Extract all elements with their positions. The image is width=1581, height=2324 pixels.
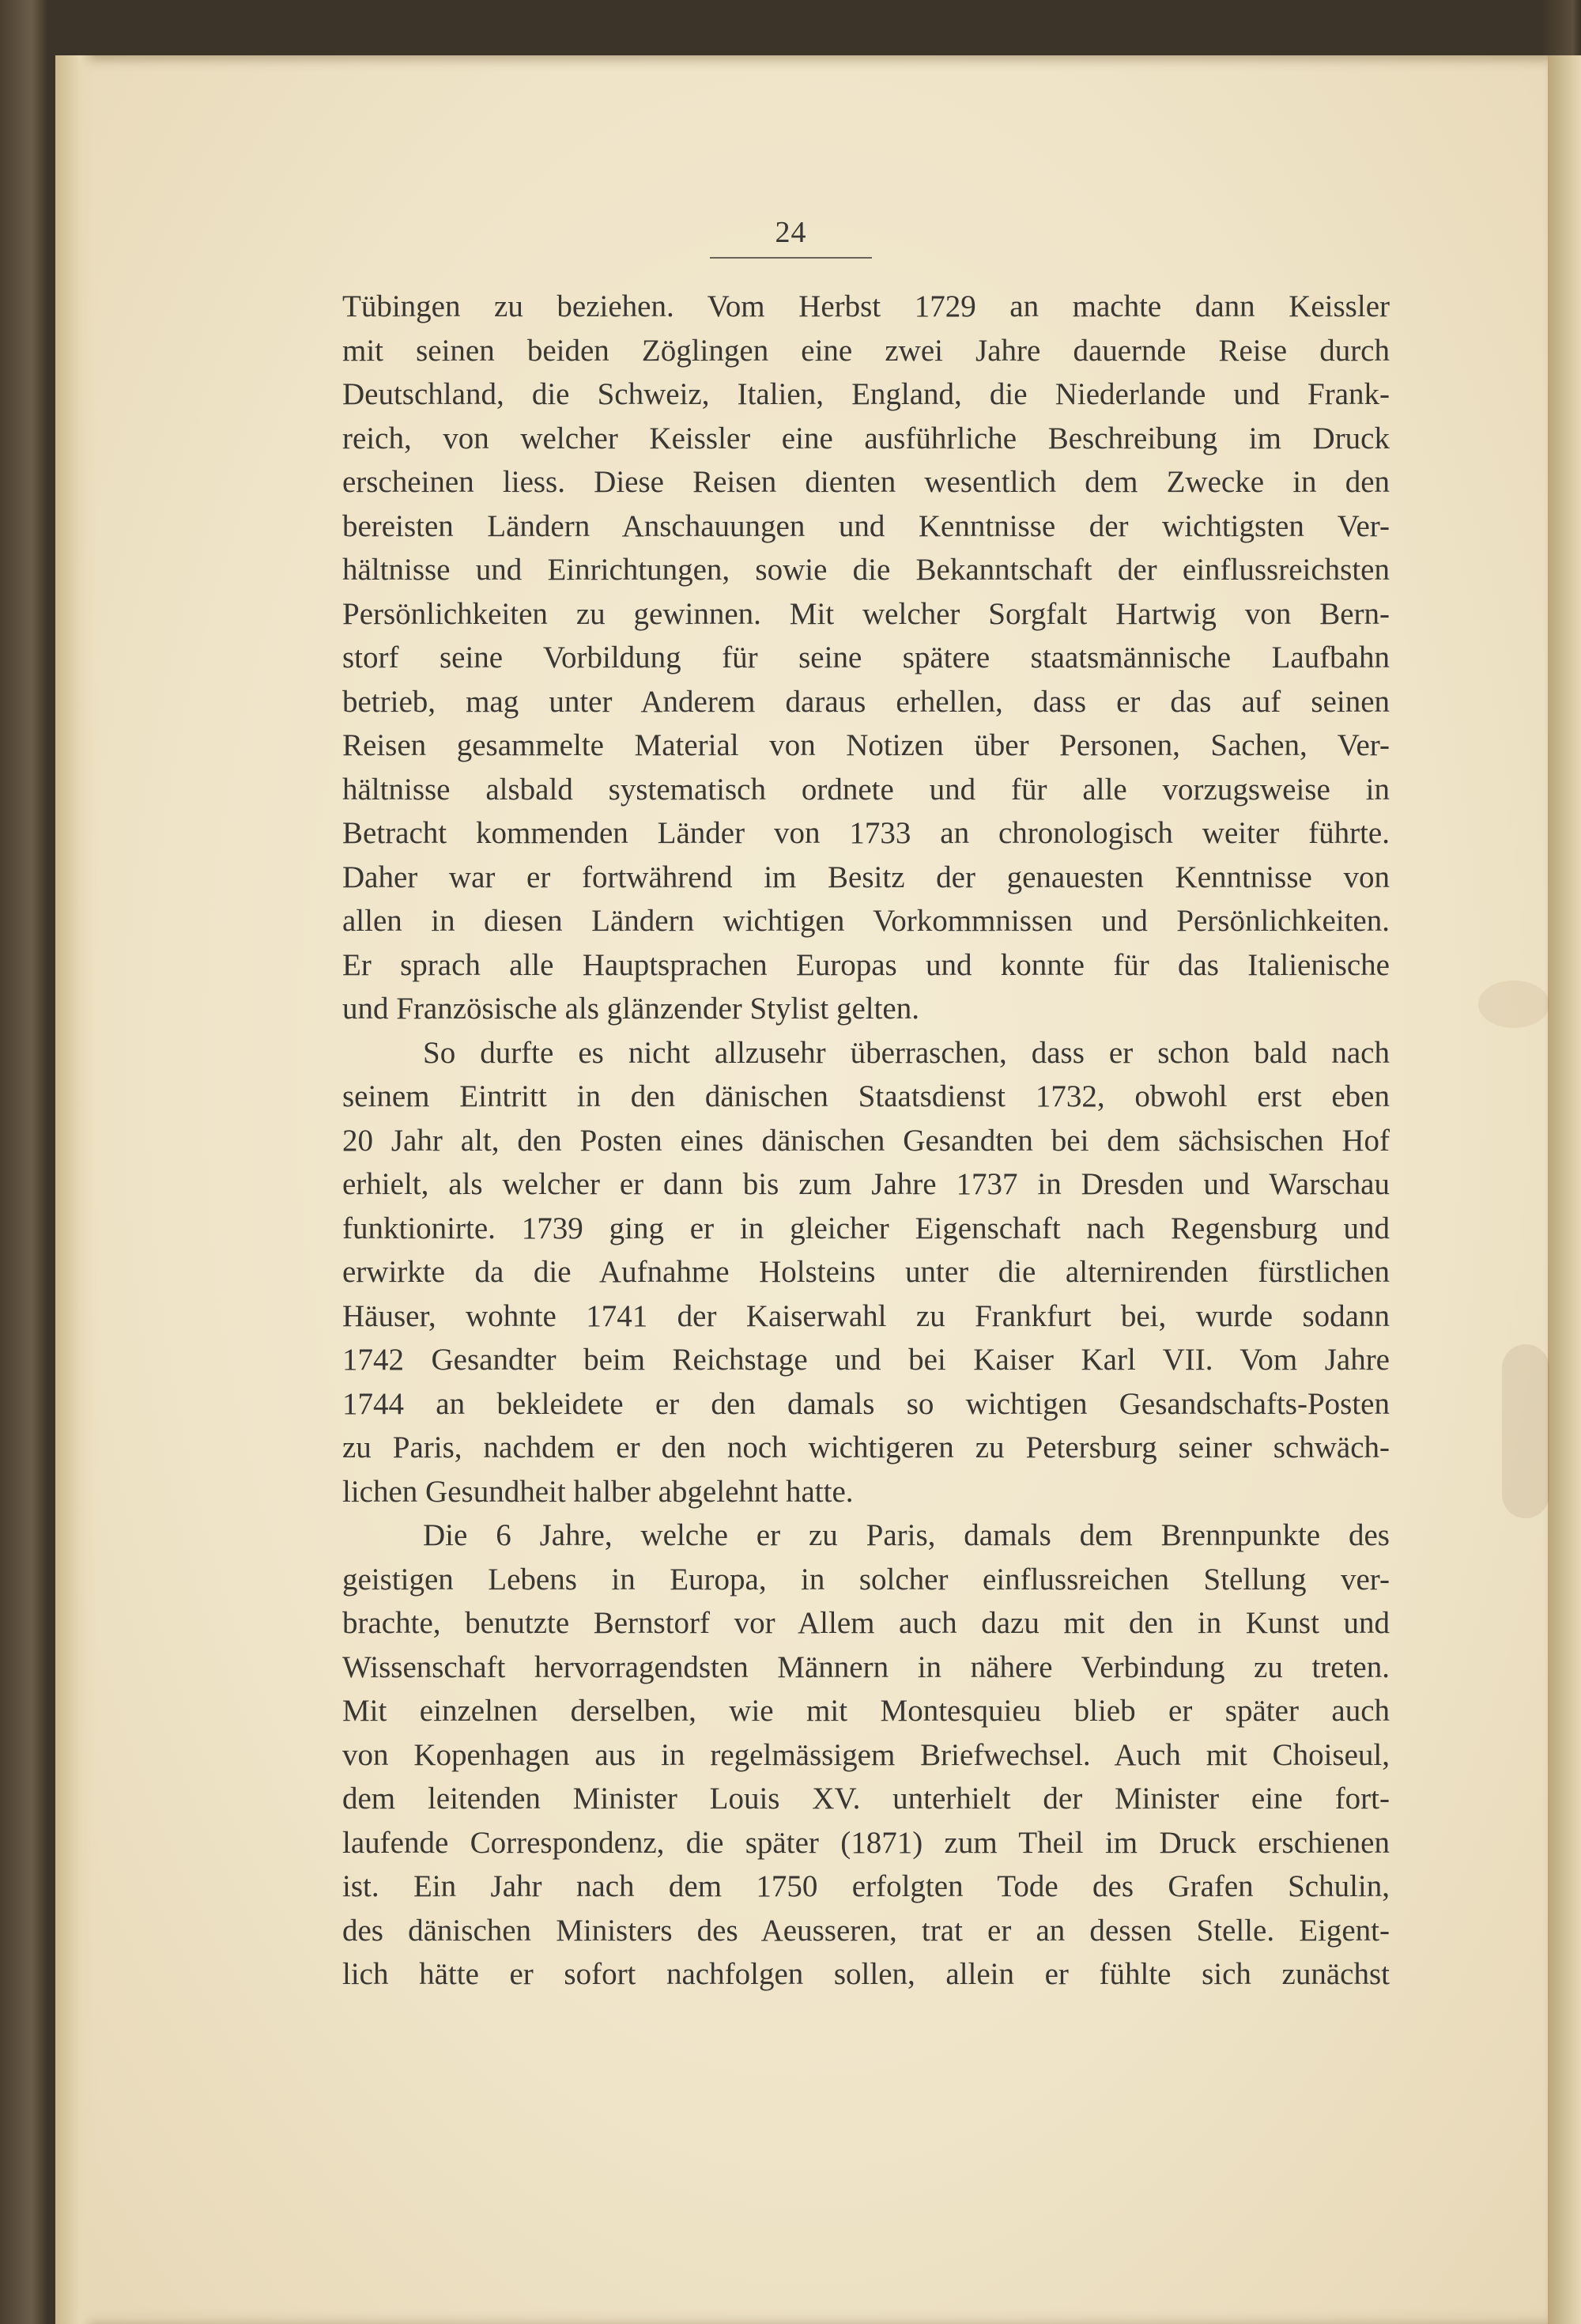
text-line: Betracht kommenden Länder von 1733 an chronologisch weiter führte.	[342, 816, 1390, 850]
text-line: Persönlichkeiten zu gewinnen. Mit welcher Sorgfalt Hartwig von Bern-	[342, 596, 1390, 631]
text-line: erscheinen liess. Diese Reisen dienten wesentlich dem Zwecke in den	[342, 465, 1390, 499]
text-line: 20 Jahr alt, den Posten eines dänischen Gesandten bei dem sächsischen Hof	[342, 1123, 1390, 1158]
text-line: laufende Correspondenz, die später (1871) zum Theil im Druck erschienen	[342, 1825, 1390, 1860]
text-line: hältnisse und Einrichtungen, sowie die Bekanntschaft der einflussreichsten	[342, 553, 1390, 587]
text-line: 1742 Gesandter beim Reichstage und bei Kaiser Karl VII. Vom Jahre	[342, 1343, 1390, 1377]
page-number: 24	[775, 216, 807, 249]
text-line: und Französische als glänzender Stylist gelten.	[342, 992, 919, 1026]
text-line: storf seine Vorbildung für seine spätere staatsmännische Laufbahn	[342, 641, 1390, 675]
text-line: hältnisse alsbald systematisch ordnete und für alle vorzugsweise in	[342, 772, 1390, 807]
page-number-rule	[710, 257, 872, 259]
text-line: betrieb, mag unter Anderem daraus erhellen, dass er das auf seinen	[342, 684, 1390, 719]
text-line: des dänischen Ministers des Aeusseren, trat er an dessen Stelle. Eigent-	[342, 1913, 1390, 1948]
page-gutter-shadow	[55, 55, 96, 2324]
text-line: zu Paris, nachdem er den noch wichtigeren zu Petersburg seiner schwäch-	[342, 1430, 1390, 1464]
text-line: allen in diesen Ländern wichtigen Vorkommnissen und Persönlichkeiten.	[342, 904, 1390, 938]
text-line: seinem Eintritt in den dänischen Staatsdienst 1732, obwohl erst eben	[342, 1079, 1390, 1113]
text-line: lich hätte er sofort nachfolgen sollen, allein er fühlte sich zunächst	[342, 1957, 1390, 1991]
text-line: erwirkte da die Aufnahme Holsteins unter die alternirenden fürstlichen	[342, 1255, 1390, 1289]
text-line: erhielt, als welcher er dann bis zum Jahre 1737 in Dresden und Warschau	[342, 1167, 1390, 1201]
text-line: bereisten Ländern Anschauungen und Kenntnisse der wichtigsten Ver-	[342, 508, 1390, 543]
text-line: Er sprach alle Hauptsprachen Europas und konnte für das Italienische	[342, 947, 1390, 982]
text-line: Die 6 Jahre, welche er zu Paris, damals dem Brennpunkte des	[423, 1518, 1390, 1552]
paper-stain	[1478, 981, 1549, 1028]
body-text	[342, 285, 1390, 1997]
facing-page-edge	[1548, 55, 1581, 2324]
text-line: Häuser, wohnte 1741 der Kaiserwahl zu Frankfurt bei, wurde sodann	[342, 1298, 1390, 1333]
text-line: von Kopenhagen aus in regelmässigem Briefwechsel. Auch mit Choiseul,	[342, 1737, 1390, 1772]
text-line: reich, von welcher Keissler eine ausführliche Beschreibung im Druck	[342, 421, 1390, 455]
text-line: dem leitenden Minister Louis XV. unterhielt der Minister eine fort-	[342, 1782, 1390, 1816]
text-line: funktionirte. 1739 ging er in gleicher Eigenschaft nach Regensburg und	[342, 1211, 1390, 1245]
text-line: ist. Ein Jahr nach dem 1750 erfolgten Tode des Grafen Schulin,	[342, 1869, 1390, 1903]
text-line: Deutschland, die Schweiz, Italien, England, die Niederlande und Frank-	[342, 377, 1390, 411]
text-line: 1744 an bekleidete er den damals so wichtigen Gesandschafts-Posten	[342, 1386, 1390, 1421]
text-line: So durfte es nicht allzusehr überraschen, dass er schon bald nach	[423, 1035, 1390, 1070]
text-line: Reisen gesammelte Material von Notizen über Personen, Sachen, Ver-	[342, 728, 1390, 762]
text-line: lichen Gesundheit halber abgelehnt hatte.	[342, 1474, 854, 1509]
text-line: mit seinen beiden Zöglingen eine zwei Jahre dauernde Reise durch	[342, 333, 1390, 368]
text-line: brachte, benutzte Bernstorf vor Allem auch dazu mit den in Kunst und	[342, 1606, 1390, 1640]
text-line: Tübingen zu beziehen. Vom Herbst 1729 an machte dann Keissler	[342, 289, 1390, 323]
text-line: Daher war er fortwährend im Besitz der genauesten Kenntnisse von	[342, 860, 1390, 894]
paper-stain	[1502, 1344, 1549, 1518]
text-line: Mit einzelnen derselben, wie mit Montesquieu blieb er später auch	[342, 1694, 1390, 1728]
text-line: geistigen Lebens in Europa, in solcher einflussreichen Stellung ver-	[342, 1562, 1390, 1597]
text-line: Wissenschaft hervorragendsten Männern in nähere Verbindung zu treten.	[342, 1649, 1390, 1684]
